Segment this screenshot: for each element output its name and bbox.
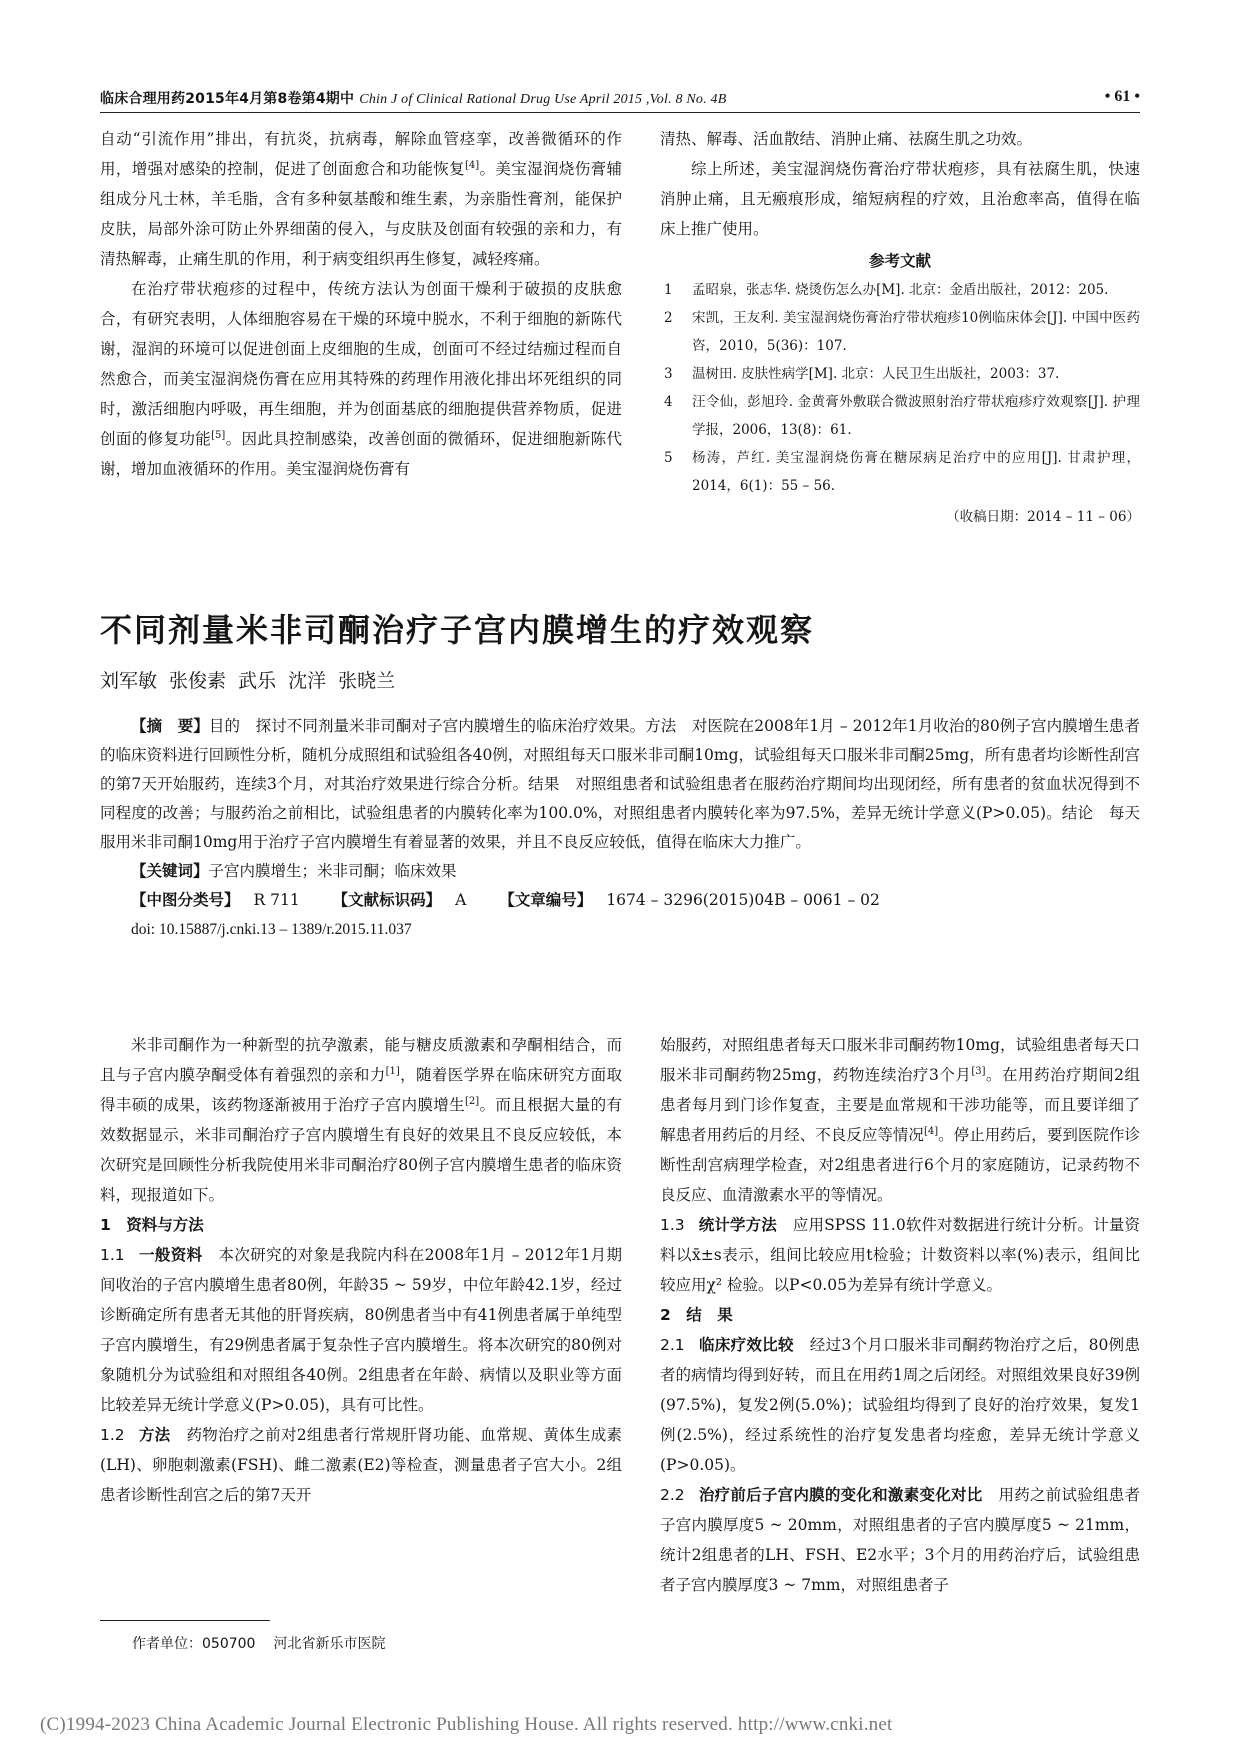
- references-list: [660, 276, 1140, 500]
- paragraph: 自动“引流作用”排出，有抗炎，抗病毒，解除血管痉挛，改善微循环的作用，增强对感染的控制，促进了创面愈合和功能恢复[4]。美宝湿润烧伤膏辅组成分凡士林，羊毛脂，含有多种氨基酸和维生素，为亲脂性膏剂，能保护皮肤，局部外涂可防止外界细菌的侵入，与皮肤及创面有较强的亲和力，有清热解毒，止痛生肌的作用，利于病变组织再生修复，减轻疼痛。: [100, 130, 622, 268]
- paragraph: 米非司酮作为一种新型的抗孕激素，能与糖皮质激素和孕酮相结合，而且与子宫内膜孕酮受体有着强烈的亲和力[1]，随着医学界在临床研究方面取得丰硕的成果，该药物逐渐被用于治疗子宫内膜增生[2]。而且根据大量的有效数据显示，米非司酮治疗子宫内膜增生有良好的效果且不良反应较低，本次研究是回顾性分析我院使用米非司酮治疗80例子宫内膜增生患者的临床资料，现报道如下。: [100, 1036, 622, 1204]
- page-number: • 61 •: [1104, 88, 1140, 105]
- running-head-left: [100, 88, 726, 108]
- doi: doi: 10.15887/j.cnki.13 – 1389/r.2015.11.037: [131, 921, 412, 938]
- article-title: 不同剂量米非司酮治疗子宫内膜增生的疗效观察: [100, 611, 815, 649]
- prev-article-right-column: [660, 124, 1140, 532]
- abstract: 【摘 要】目的 探讨不同剂量米非司酮对子宫内膜增生的临床治疗效果。方法 对医院在2008年1月 – 2012年1月收治的80例子宫内膜增生患者的临床资料进行回顾性分析，随机分成照组和试验组各40例，对照组每天口服米非司酮10mg，试验组每天口服米非司酮25mg，所有患者均诊断性刮宫的第7天开始服药，连续3个月，对其治疗效果进行综合分析。结果 对照组患者和试验组患者在服药治疗期间均出现闭经，所有患者的贫血状况得到不同程度的改善；与服药治之前相比，试验组患者的内膜转化率为100.0%，对照组患者内膜转化率为97.5%，差异无统计学意义(P>0.05)。结论 每天服用米非司酮10mg用于治疗子宫内膜增生有着显著的效果，并且不良反应较低，值得在临床大力推广。: [100, 717, 1140, 851]
- running-head-cn: 临床合理用药2015年4月第8卷第4期中: [100, 91, 355, 107]
- header-rule: [100, 112, 1140, 113]
- subsection-1-1: 1.1 一般资料 本次研究的对象是我院内科在2008年1月 – 2012年1月期间收治的子宫内膜增生患者80例，年龄35 ~ 59岁，中位年龄42.1岁，经过诊断确定所有患者无其他的肝肾疾病，80例患者当中有41例患者属于单纯型子宫内膜增生，有29例患者属于复杂性子宫内膜增生。将本次研究的80例对象随机分为试验组和对照组各40例。2组患者在年龄、病情以及职业等方面比较差异无统计学意义(P>0.05)，具有可比性。: [100, 1246, 622, 1414]
- subsection-2-2: 2.2 治疗前后子宫内膜的变化和激素变化对比 用药之前试验组患者子宫内膜厚度5 ~ 20mm，对照组患者的子宫内膜厚度5 ~ 21mm，统计2组患者的LH、FSH、E2水平；3个月的用药治疗后，试验组患者子宫内膜厚度3 ~ 7mm，对照组患者子: [660, 1486, 1140, 1594]
- footnote-rule: [100, 1620, 270, 1621]
- reference-item: 4 汪令仙，彭旭玲. 金黄膏外敷联合微波照射治疗带状疱疹疗效观察[J]. 护理学报，2006，13(8)：61.: [664, 394, 1140, 438]
- paragraph: 始服药，对照组患者每天口服米非司酮药物10mg，试验组患者每天口服米非司酮药物25mg，药物连续治疗3个月[3]。在用药治疗期间2组患者每月到门诊作复查，主要是血常规和干涉功能等，而且要详细了解患者用药后的月经、不良反应等情况[4]。停止用药后，要到医院作诊断性刮宫病理学检查，对2组患者进行6个月的家庭随访，记录药物不良反应、血清激素水平的等情况。: [660, 1036, 1140, 1204]
- body-left-column: [100, 1030, 622, 1510]
- running-head: [100, 88, 1140, 110]
- abstract-block: [100, 712, 1140, 944]
- subsection-2-1: 2.1 临床疗效比较 经过3个月口服米非司酮药物治疗之后，80例患者的病情均得到好转，而且在用药1周之后闭经。对照组效果良好39例(97.5%)，复发2例(5.0%)；试验组均得到了良好的治疗效果，复发1例(2.5%)，经过系统性的治疗复发患者均痊愈，差异无统计学意义(P>0.05)。: [660, 1336, 1140, 1474]
- reference-item: 2 宋凯，王友利. 美宝湿润烧伤膏治疗带状疱疹10例临床体会[J]. 中国中医药咨，2010，5(36)：107.: [664, 310, 1140, 354]
- section-heading: 1 资料与方法: [100, 1216, 204, 1234]
- subsection-1-2: 1.2 方法 药物治疗之前对2组患者行常规肝肾功能、血常规、黄体生成素(LH)、卵胞刺激素(FSH)、雌二激素(E2)等检查，测量患者子宫大小。2组患者诊断性刮宫之后的第7天开: [100, 1426, 622, 1504]
- paragraph: 在治疗带状疱疹的过程中，传统方法认为创面干燥利于破损的皮肤愈合，有研究表明，人体细胞容易在干燥的环境中脱水，不利于细胞的新陈代谢，湿润的环境可以促进创面上皮细胞的生成，创面可不经过结痂过程而自然愈合，而美宝湿润烧伤膏在应用其特殊的药理作用液化排出坏死组织的同时，激活细胞内呼吸，再生细胞，并为创面基底的细胞提供营养物质，促进创面的修复功能[5]。因此具控制感染，改善创面的微循环，促进细胞新陈代谢，增加血液循环的作用。美宝湿润烧伤膏有: [100, 280, 622, 478]
- section-heading: 2 结 果: [660, 1306, 733, 1324]
- reference-item: 5 杨涛，芦红. 美宝湿润烧伤膏在糖尿病足治疗中的应用[J]. 甘肃护理，2014，6(1)：55 – 56.: [664, 450, 1140, 494]
- body-right-column: [660, 1030, 1140, 1600]
- subsection-1-3: 1.3 统计学方法 应用SPSS 11.0软件对数据进行统计分析。计量资料以x̄±s表示，组间比较应用t检验；计数资料以率(%)表示，组间比较应用χ² 检验。以P<0.05为差异有统计学意义。: [660, 1216, 1140, 1294]
- keywords: 【关键词】子宫内膜增生；米非司酮；临床效果: [131, 862, 457, 880]
- running-head-en: Chin J of Clinical Rational Drug Use April 2015 ,Vol. 8 No. 4B: [359, 92, 727, 107]
- received-date: （收稿日期：2014 – 11 – 06）: [946, 509, 1140, 525]
- references-heading: 参考文献: [868, 252, 931, 270]
- paragraph: 清热、解毒、活血散结、消肿止痛、祛腐生肌之功效。: [660, 130, 1033, 148]
- classification-line: 【中图分类号】 R 711 【文献标识码】 A 【文章编号】 1674 – 3296(2015)04B – 0061 – 02: [131, 891, 880, 909]
- reference-item: 1 孟昭泉，张志华. 烧烫伤怎么办[M]. 北京：金盾出版社，2012：205.: [664, 282, 1109, 298]
- prev-article-left-column: [100, 124, 622, 484]
- reference-item: 3 温树田. 皮肤性病学[M]. 北京：人民卫生出版社，2003：37.: [664, 366, 1060, 382]
- article-authors: 刘军敏 张俊素 武乐 沈洋 张晓兰: [100, 670, 396, 692]
- author-affiliation-footnote: 作者单位：050700 河北省新乐市医院: [132, 1636, 386, 1652]
- paragraph: 综上所述，美宝湿润烧伤膏治疗带状疱疹，具有祛腐生肌，快速消肿止痛，且无瘢痕形成，缩短病程的疗效，且治愈率高，值得在临床上推广使用。: [660, 160, 1140, 238]
- copyright-watermark: (C)1994-2023 China Academic Journal Electronic Publishing House. All rights reserved. http://www.cnki.net: [40, 1714, 893, 1735]
